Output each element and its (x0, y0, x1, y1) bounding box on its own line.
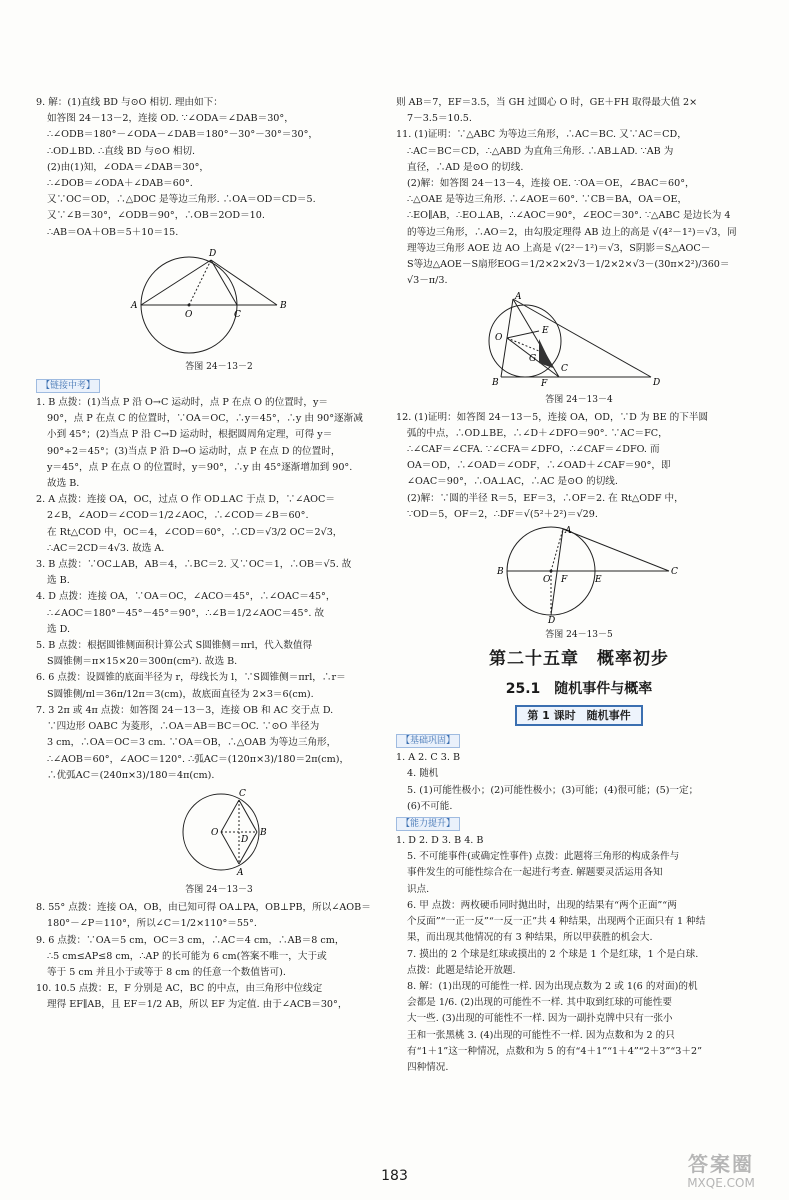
text-line: 直径，∴AD 是⊙O 的切线. (407, 161, 524, 173)
label-o: O (495, 333, 503, 344)
text-line: ∵四边形 OABC 为菱形，∴OA＝AB＝BC＝OC. ∵⊙O 半径为 (47, 721, 320, 733)
figure-24-13-5 (396, 525, 762, 641)
text-line: 大一些. (3)出现的可能性不一样. 因为一副扑克牌中只有一张小 (407, 1013, 673, 1025)
text-line: ∴△OAE 是等边三角形. ∴∠AOE＝60°. ∵CB＝BA，OA＝OE， (407, 194, 688, 206)
label-d: D (653, 378, 661, 388)
equilateral-shaded-diagram (479, 291, 679, 387)
text-line: 5. 不可能事件(或确定性事件) 点拨：此题将三角形的构成条件与 (407, 851, 680, 863)
text-line: 理得 EF∥AB，且 EF＝1/2 AB，所以 EF 为定值. 由于∠ACB＝30°， (47, 999, 348, 1011)
label-o: O (211, 827, 219, 838)
answer-3-block (36, 557, 402, 589)
text-line: √3－π/3. (407, 275, 448, 287)
text-line: 180°－∠P＝110°，所以∠C＝1/2×110°＝55°. (47, 918, 257, 930)
chapter-title: 第二十五章 概率初步 (489, 649, 669, 670)
answer-2-block (36, 492, 402, 557)
text-line: 2∠B，∠AOD＝∠COD＝1/2∠AOC，∴∠COD＝∠B＝60°. (47, 510, 309, 522)
text-line: 个反面”“一正一反”“一反一正”共 4 种结果，出现两个正面只有 1 种结 (407, 916, 706, 928)
watermark-url: MXQE.COM (687, 1176, 755, 1190)
text-line: 等于 5 cm 并且小于或等于 8 cm 的任意一个数值皆可). (47, 966, 286, 978)
text-line: 小到 45°；(2)当点 P 沿 C→D 运动时，根据圆周角定理，可得 y＝ (47, 429, 333, 441)
left-column (36, 95, 402, 1014)
figure-caption: 答图 24－13－2 (185, 362, 253, 373)
text-line: 王和一张黑桃 3. (4)出现的可能性不一样. 因为点数和为 2 的只 (407, 1029, 675, 1041)
circle-tangent-diagram (119, 243, 319, 355)
label-o: O (543, 575, 551, 586)
answer-12-block (396, 410, 762, 523)
text-line: ∵OD＝5，OF＝2，∴DF＝√(5²＋2²)＝√29. (407, 508, 598, 520)
figure-caption: 答图 24－13－5 (545, 630, 613, 641)
text-line: 弧的中点，∴OD⊥BE，∴∠D＋∠DFO＝90°. ∵AC＝FC， (407, 427, 668, 439)
text-line: 11. (1)证明：∵△ABC 为等边三角形，∴AC＝BC. 又∵AC＝CD， (396, 129, 687, 141)
text-line: S圆锥侧＝π×15×20＝300π(cm²). 故选 B. (47, 656, 238, 668)
label-a: A (515, 292, 522, 303)
text-line: 如答图 24－13－2，连接 OD. ∵∠ODA＝∠DAB＝30°， (47, 113, 294, 125)
label-g: G (529, 354, 537, 365)
text-line: 8. 55° 点拨：连接 OA，OB，由已知可得 OA⊥PA，OB⊥PB，所以∠AOB＝ (36, 902, 371, 914)
label-d: D (241, 834, 249, 845)
label-c: C (671, 567, 678, 578)
label-e: E (595, 575, 602, 586)
text-line: 四种情况. (407, 1061, 449, 1073)
text-line: y＝45°，点 P 在点 O 的位置时，y＝90°，∴y 由 45°逐渐增加到 90°. (47, 461, 353, 473)
text-line: (2)由(1)知，∠ODA＝∠DAB＝30°， (47, 161, 209, 173)
text-line: 理等边三角形 AOE 边 AO 上高是 √(2²－1²)＝√3，S阴影＝S△AOC－ (407, 242, 711, 254)
label-f: F (541, 379, 548, 388)
text-line: ∠OAC＝90°，∴OA⊥AC，∴AC 是⊙O 的切线. (407, 476, 618, 488)
text-line: 5. B 点拨：根据圆锥侧面积计算公式 S圆锥侧＝πrl，代入数值得 (36, 640, 313, 652)
text-line: 6. 甲 点拨：两枚硬币同时抛出时，出现的结果有“两个正面”“两 (407, 899, 677, 911)
section-tag-exam: 【链接中考】 (36, 379, 100, 393)
text-line: ∴AB＝OA＋OB＝5＋10＝15. (47, 226, 179, 238)
basic-answers-block (396, 750, 762, 815)
text-line: ∴优弧AC＝(240π×3)/180＝4π(cm). (47, 769, 215, 781)
text-line: 90°，点 P 在点 C 的位置时，∵OA＝OC，∴y＝45°，∴y 由 90°逐渐减 (47, 413, 363, 425)
answer-5-block (36, 638, 402, 670)
label-d: D (209, 248, 217, 259)
text-line: 3. B 点拨：∵OC⊥AB，AB＝4，∴BC＝2. 又∵OC＝1，∴OB＝√5. 故 (36, 559, 352, 571)
text-line: ∴∠DOB＝∠ODA＋∠DAB＝60°. (47, 178, 193, 190)
answer-7-block (36, 703, 402, 784)
answer-9b-block (36, 933, 402, 982)
label-o: O (185, 309, 193, 320)
figure-caption: 答图 24－13－4 (545, 394, 613, 405)
label-c: C (234, 309, 241, 320)
section-tag-improve: 【能力提升】 (396, 817, 460, 831)
label-c: C (239, 788, 246, 799)
text-line: ∴AC＝2CD＝4√3. 故选 A. (47, 542, 165, 554)
text-line: 5. (1)可能性极小；(2)可能性极小；(3)可能；(4)很可能；(5)一定； (407, 784, 699, 796)
improve-answers-block (396, 833, 762, 1076)
text-line: 会都是 1/6. (2)出现的可能性不一样. 其中取到红球的可能性要 (407, 997, 672, 1009)
section-tag-basic: 【基础巩固】 (396, 734, 460, 748)
answer-11-block (396, 127, 762, 289)
text-line: 10. 10.5 点拨：E，F 分别是 AC，BC 的中点，由三角形中位线定 (36, 983, 323, 995)
text-line: 事件发生的可能性综合在一起进行考查. 解题要灵活运用各知 (407, 867, 663, 879)
figure-caption: 答图 24－13－3 (185, 885, 253, 896)
text-line: 2. A 点拨：连接 OA，OC，过点 O 作 OD⊥AC 于点 D，∵∠AOC＝ (36, 494, 335, 506)
text-line: 9. 解：(1)直线 BD 与⊙O 相切. 理由如下： (36, 97, 223, 108)
watermark-logo-text: 答案圈 (688, 1152, 754, 1176)
site-watermark (671, 1152, 771, 1190)
label-b: B (497, 567, 504, 578)
label-c: C (561, 364, 568, 375)
text-line: 1. B 点拨：(1)当点 P 沿 O→C 运动时，点 P 在点 O 的位置时，y＝ (36, 397, 329, 409)
text-line: 又∵OC＝OD，∴△DOC 是等边三角形. ∴OA＝OD＝CD＝5. (47, 194, 316, 206)
text-line: ∴5 cm≤AP≤8 cm，∴AP 的长可能为 6 cm(答案不唯一，大于或 (47, 950, 327, 962)
label-b: B (492, 378, 499, 388)
text-line: S等边△AOE－S扇形EOG＝1/2×2×2√3－1/2×2×√3－(30π×2²)/360＝ (407, 259, 730, 271)
text-line: 选 D. (47, 623, 71, 635)
text-line: 7. 摸出的 2 个球是红球或摸出的 2 个球是 1 个是红球，1 个是白球. (407, 948, 699, 960)
figure-24-13-3 (36, 786, 402, 896)
label-a: A (131, 300, 138, 311)
text-line: ∴∠CAF＝∠CFA. ∵∠CFA＝∠DFO，∴∠CAF＝∠DFO. 而 (407, 444, 660, 456)
text-line: 4. 随机 (407, 768, 439, 780)
text-line: 1. D 2. D 3. B 4. B (396, 835, 484, 847)
text-line: 选 B. (47, 575, 70, 587)
text-line: OA＝OD，∴∠OAD＝∠ODF，∴∠OAD＋∠CAF＝90°，即 (407, 460, 671, 472)
text-line: ∴EO∥AB，∴EO⊥AB，∴∠AOC＝90°，∠EOC＝30°. ∵△ABC 是边长为 4 (407, 210, 731, 222)
text-line: 点拨：此题是结论开放题. (407, 964, 516, 976)
text-line: 7. 3 2π 或 4π 点拨：如答图 24－13－3，连接 OB 和 AC 交于点 D. (36, 704, 334, 716)
text-line: ∴∠AOC＝180°－45°－45°＝90°，∴∠B＝1/2∠AOC＝45°. 故 (47, 607, 325, 619)
page-number: 183 (381, 1168, 408, 1184)
text-line: 识点. (407, 883, 430, 895)
text-line: (2)解：∵圆的半径 R＝5，EF＝3，∴OF＝2. 在 Rt△ODF 中， (407, 492, 684, 504)
answer-8-block (36, 900, 402, 932)
text-line: 4. D 点拨：连接 OA，∵OA＝OC，∠ACO＝45°，∴∠OAC＝45°， (36, 591, 336, 603)
answer-10-continued (396, 95, 762, 127)
label-e: E (542, 326, 549, 337)
answer-1-block (36, 395, 402, 492)
label-f: F (561, 575, 568, 586)
text-line: 果，而出现其他情况的有 3 种结果，所以甲获胜的机会大. (407, 932, 653, 944)
text-line: S圆锥侧/πl＝36π/12π＝3(cm)，故底面直径为 2×3＝6(cm). (47, 688, 314, 700)
text-line: 8. 解：(1)出现的可能性一样. 因为出现点数为 2 或 1(6 的对面)的机 (407, 980, 698, 992)
text-line: 又∵∠B＝30°，∠ODB＝90°，∴OB＝2OD＝10. (47, 210, 265, 222)
text-line: 在 Rt△COD 中，OC＝4，∠COD＝60°，∴CD＝√3/2 OC＝2√3， (47, 526, 343, 538)
figure-24-13-2 (36, 243, 402, 373)
text-line: 9. 6 点拨：∵OA＝5 cm，OC＝3 cm，∴AC＝4 cm，∴AB＝8 cm， (36, 934, 345, 946)
text-line: 7－3.5＝10.5. (407, 113, 472, 125)
text-line: (6)不可能. (407, 800, 453, 812)
tangent-midpoint-diagram (469, 525, 689, 623)
label-d: D (548, 616, 556, 624)
figure-24-13-4 (396, 291, 762, 405)
text-line: 90°÷2＝45°；(3)当点 P 沿 D→O 运动时，点 P 在点 D 的位置时， (47, 445, 341, 457)
text-line: 1. A 2. C 3. B (396, 752, 461, 764)
section-title: 25.1 随机事件与概率 (505, 681, 653, 698)
lesson-title-wrap (396, 705, 762, 726)
right-column (396, 95, 762, 1076)
answer-10-block (36, 981, 402, 1013)
text-line: ∴OD⊥BD. ∴直线 BD 与⊙O 相切. (47, 145, 196, 157)
label-a: A (565, 526, 572, 537)
answer-6-block (36, 670, 402, 702)
label-b: B (260, 827, 267, 838)
rhombus-circle-diagram (159, 786, 279, 878)
text-line: 3 cm，∴OA＝OC＝3 cm. ∵OA＝OB，∴△OAB 为等边三角形， (47, 737, 337, 749)
text-line: ∴∠AOB＝60°，∠AOC＝120°. ∴弧AC＝(120π×3)/180＝2π(cm)， (47, 753, 350, 765)
text-line: 故选 B. (47, 478, 80, 490)
text-line: 的等边三角形，∴AO＝2，由勾股定理得 AB 边上的高是 √(4²－1²)＝√3，同 (407, 226, 737, 238)
text-line: (2)解：如答图 24－13－4，连接 OE. ∵OA＝OE，∠BAC＝60°， (407, 178, 695, 190)
text-line: ∴∠ODB＝180°－∠ODA－∠DAB＝180°－30°－30°＝30°， (47, 129, 318, 141)
answer-4-block (36, 589, 402, 638)
label-b: B (280, 300, 287, 311)
text-line: 有“1＋1”这一种情况，点数和为 5 的有“4＋1”“1＋4”“2＋3”“3＋2” (407, 1045, 702, 1057)
label-a: A (237, 867, 244, 878)
lesson-title: 第 1 课时 随机事件 (515, 705, 642, 726)
text-line: 6. 6 点拨：设圆锥的底面半径为 r，母线长为 l，∵S圆锥侧＝πrl，∴r＝ (36, 672, 346, 684)
text-line: ∴AC＝BC＝CD，∴△ABD 为直角三角形. ∴AB⊥AD. ∵AB 为 (407, 145, 674, 157)
text-line: 12. (1)证明：如答图 24－13－5，连接 OA，OD，∵D 为 BE 的下半圆 (396, 411, 709, 423)
answer-9-block (36, 95, 402, 241)
text-line: 则 AB＝7，EF＝3.5，当 GH 过圆心 O 时，GE＋FH 取得最大值 2× (396, 97, 698, 108)
